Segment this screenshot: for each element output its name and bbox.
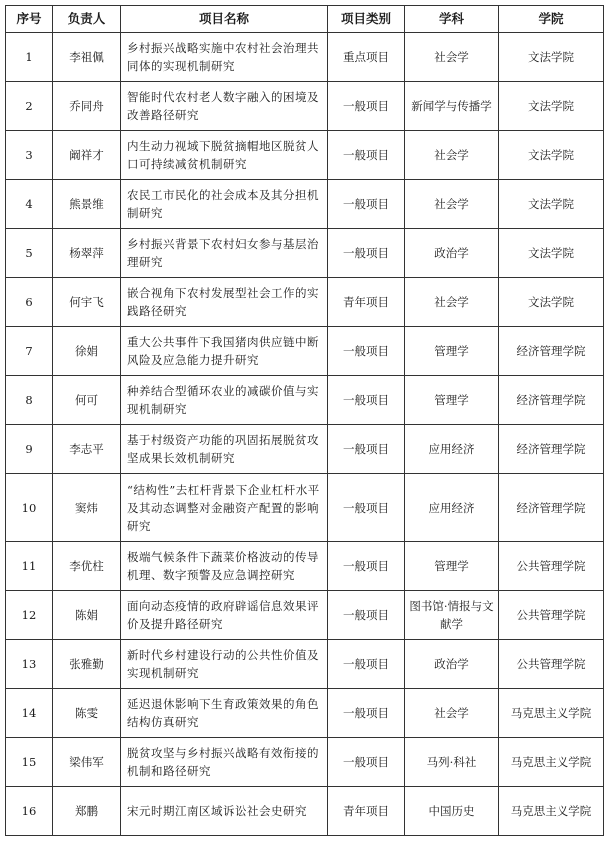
table-row [6,591,604,640]
row-number: 16 [6,787,53,836]
row-leader: 张雅勤 [53,640,121,689]
header-college: 学院 [499,6,604,33]
row-category: 青年项目 [328,278,405,327]
row-subject: 社会学 [405,33,499,82]
row-subject: 管理学 [405,376,499,425]
row-category: 一般项目 [328,131,405,180]
row-number: 7 [6,327,53,376]
table-row [6,33,604,82]
row-number: 2 [6,82,53,131]
header-no: 序号 [6,6,53,33]
row-leader: 陈雯 [53,689,121,738]
row-category: 重点项目 [328,33,405,82]
header-title: 项目名称 [121,6,328,33]
row-leader: 李优柱 [53,542,121,591]
row-leader: 窦炜 [53,474,121,542]
row-college: 文法学院 [499,278,604,327]
table-row [6,787,604,836]
row-project-title: 面向动态疫情的政府辟谣信息效果评价及提升路径研究 [121,591,328,640]
row-college: 文法学院 [499,229,604,278]
row-college: 经济管理学院 [499,376,604,425]
table-row [6,474,604,542]
row-project-title: 乡村振兴背景下农村妇女参与基层治理研究 [121,229,328,278]
row-number: 5 [6,229,53,278]
row-subject: 政治学 [405,640,499,689]
row-number: 1 [6,33,53,82]
row-category: 一般项目 [328,640,405,689]
row-category: 青年项目 [328,787,405,836]
row-subject: 政治学 [405,229,499,278]
row-project-title: 新时代乡村建设行动的公共性价值及实现机制研究 [121,640,328,689]
row-college: 马克思主义学院 [499,689,604,738]
row-project-title: 种养结合型循环农业的减碳价值与实现机制研究 [121,376,328,425]
row-project-title: 宋元时期江南区域诉讼社会史研究 [121,787,328,836]
row-number: 13 [6,640,53,689]
row-college: 公共管理学院 [499,591,604,640]
row-project-title: 脱贫攻坚与乡村振兴战略有效衔接的机制和路径研究 [121,738,328,787]
row-leader: 何宇飞 [53,278,121,327]
row-leader: 李志平 [53,425,121,474]
row-number: 12 [6,591,53,640]
row-leader: 李祖佩 [53,33,121,82]
row-leader: 徐娟 [53,327,121,376]
row-subject: 中国历史 [405,787,499,836]
row-college: 公共管理学院 [499,640,604,689]
table-row [6,82,604,131]
row-subject: 管理学 [405,542,499,591]
row-number: 4 [6,180,53,229]
projects-table [5,5,604,836]
row-college: 公共管理学院 [499,542,604,591]
table-row [6,327,604,376]
row-project-title: 乡村振兴战略实施中农村社会治理共同体的实现机制研究 [121,33,328,82]
row-project-title: “结构性”去杠杆背景下企业杠杆水平及其动态调整对金融资产配置的影响研究 [121,474,328,542]
row-category: 一般项目 [328,229,405,278]
table-row [6,229,604,278]
row-college: 经济管理学院 [499,327,604,376]
table-row [6,425,604,474]
row-number: 8 [6,376,53,425]
row-number: 14 [6,689,53,738]
row-college: 文法学院 [499,82,604,131]
table-body [6,33,604,836]
row-leader: 梁伟军 [53,738,121,787]
row-college: 马克思主义学院 [499,738,604,787]
row-leader: 阚祥才 [53,131,121,180]
row-project-title: 农民工市民化的社会成本及其分担机制研究 [121,180,328,229]
table-row [6,376,604,425]
row-leader: 杨翠萍 [53,229,121,278]
row-category: 一般项目 [328,180,405,229]
row-college: 文法学院 [499,180,604,229]
row-college: 经济管理学院 [499,474,604,542]
row-subject: 图书馆·情报与文献学 [405,591,499,640]
table-row [6,180,604,229]
table-row [6,278,604,327]
row-category: 一般项目 [328,376,405,425]
row-subject: 新闻学与传播学 [405,82,499,131]
row-subject: 应用经济 [405,474,499,542]
row-leader: 郑鹏 [53,787,121,836]
row-college: 文法学院 [499,131,604,180]
row-category: 一般项目 [328,474,405,542]
row-number: 11 [6,542,53,591]
row-number: 10 [6,474,53,542]
header-leader: 负责人 [53,6,121,33]
table-row [6,542,604,591]
table-row [6,131,604,180]
header-subject: 学科 [405,6,499,33]
row-category: 一般项目 [328,425,405,474]
table-row [6,738,604,787]
row-college: 马克思主义学院 [499,787,604,836]
row-category: 一般项目 [328,542,405,591]
row-subject: 应用经济 [405,425,499,474]
row-leader: 乔同舟 [53,82,121,131]
row-category: 一般项目 [328,738,405,787]
row-subject: 社会学 [405,689,499,738]
row-project-title: 智能时代农村老人数字融入的困境及改善路径研究 [121,82,328,131]
row-project-title: 重大公共事件下我国猪肉供应链中断风险及应急能力提升研究 [121,327,328,376]
row-project-title: 内生动力视域下脱贫摘帽地区脱贫人口可持续减贫机制研究 [121,131,328,180]
row-college: 经济管理学院 [499,425,604,474]
row-college: 文法学院 [499,33,604,82]
row-leader: 熊景维 [53,180,121,229]
row-subject: 社会学 [405,180,499,229]
table-row [6,640,604,689]
row-leader: 何可 [53,376,121,425]
row-subject: 社会学 [405,131,499,180]
row-leader: 陈娟 [53,591,121,640]
row-project-title: 基于村级资产功能的巩固拓展脱贫攻坚成果长效机制研究 [121,425,328,474]
header-row [6,6,604,33]
row-category: 一般项目 [328,591,405,640]
header-category: 项目类别 [328,6,405,33]
row-project-title: 嵌合视角下农村发展型社会工作的实践路径研究 [121,278,328,327]
row-project-title: 延迟退休影响下生育政策效果的角色结构仿真研究 [121,689,328,738]
table-row [6,689,604,738]
row-category: 一般项目 [328,689,405,738]
row-project-title: 极端气候条件下蔬菜价格波动的传导机理、数字预警及应急调控研究 [121,542,328,591]
row-number: 3 [6,131,53,180]
row-number: 6 [6,278,53,327]
row-category: 一般项目 [328,82,405,131]
row-category: 一般项目 [328,327,405,376]
row-subject: 社会学 [405,278,499,327]
row-number: 15 [6,738,53,787]
row-subject: 管理学 [405,327,499,376]
row-number: 9 [6,425,53,474]
row-subject: 马列·科社 [405,738,499,787]
